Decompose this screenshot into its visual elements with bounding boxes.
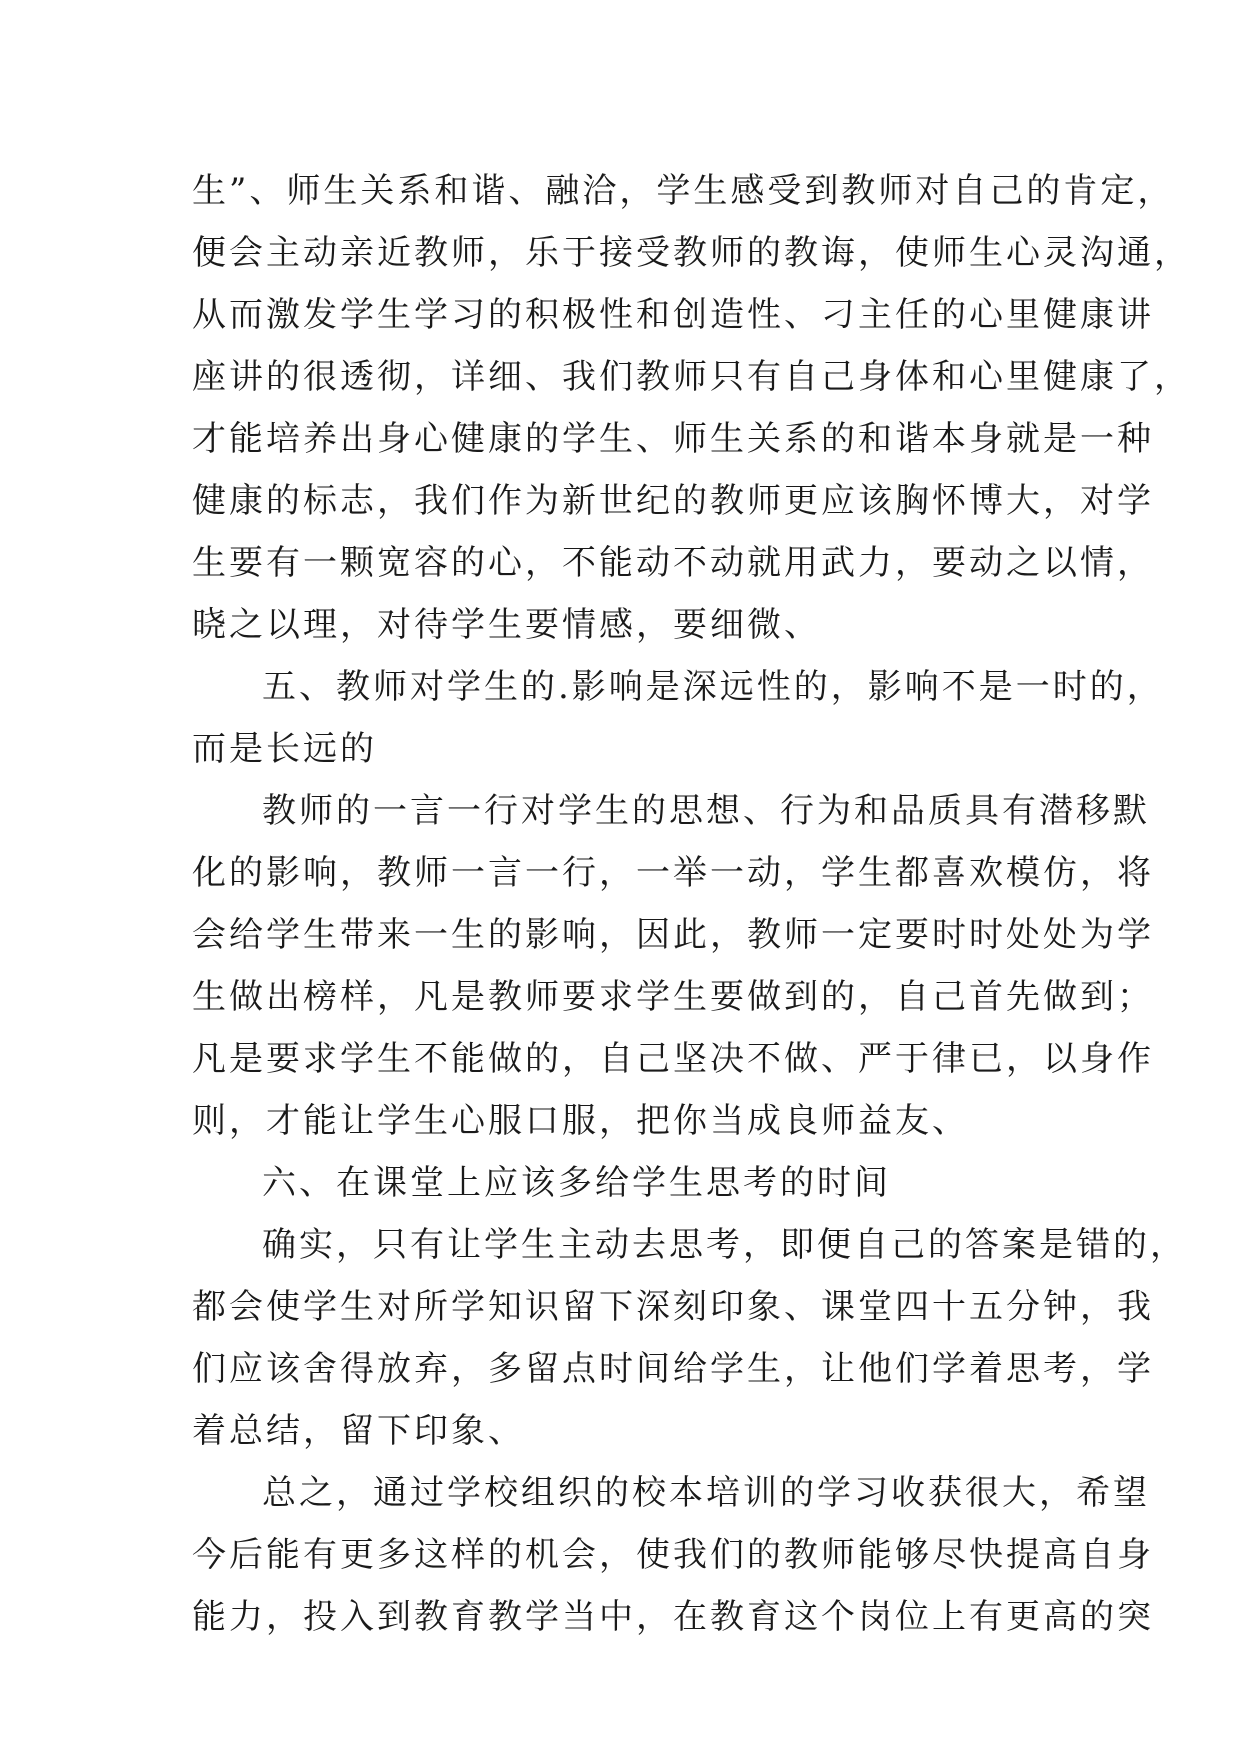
section-heading-5-cont: 而是长远的	[192, 729, 377, 769]
text-line: 便会主动亲近教师，乐于接受教师的教诲，使师生心灵沟通，	[192, 233, 1191, 273]
text-line: 晓之以理，对待学生要情感，要细微、	[192, 605, 821, 645]
text-line: 凡是要求学生不能做的，自己坚决不做、严于律已，以身作	[192, 1039, 1154, 1079]
text-line: 则，才能让学生心服口服，把你当成良师益友、	[192, 1101, 969, 1141]
text-line: 能力，投入到教育教学当中，在教育这个岗位上有更高的突	[192, 1597, 1154, 1637]
text-line: 着总结，留下印象、	[192, 1411, 525, 1451]
text-line: 才能培养出身心健康的学生、师生关系的和谐本身就是一种	[192, 419, 1154, 459]
text-line: 生做出榜样，凡是教师要求学生要做到的，自己首先做到；	[192, 977, 1154, 1017]
text-line: 从而激发学生学习的积极性和创造性、刁主任的心里健康讲	[192, 295, 1154, 335]
body-text	[192, 160, 1191, 1648]
text-line: 今后能有更多这样的机会，使我们的教师能够尽快提高自身	[192, 1535, 1154, 1575]
text-line: 都会使学生对所学知识留下深刻印象、课堂四十五分钟，我	[192, 1287, 1154, 1327]
text-line: 会给学生带来一生的影响，因此，教师一定要时时处处为学	[192, 915, 1154, 955]
text-line: 生”、师生关系和谐、融洽，学生感受到教师对自己的肯定，	[192, 171, 1175, 211]
text-line: 健康的标志，我们作为新世纪的教师更应该胸怀博大，对学	[192, 481, 1154, 521]
text-line: 们应该舍得放弃，多留点时间给学生，让他们学着思考，学	[192, 1349, 1154, 1389]
section-heading-5: 五、教师对学生的.影响是深远性的，影响不是一时的，	[262, 667, 1164, 707]
text-line: 生要有一颗宽容的心，不能动不动就用武力，要动之以情，	[192, 543, 1154, 583]
conclusion-paragraph-start: 总之，通过学校组织的校本培训的学习收获很大，希望	[262, 1473, 1150, 1513]
section-heading-6: 六、在课堂上应该多给学生思考的时间	[262, 1163, 891, 1203]
paragraph-start: 确实，只有让学生主动去思考，即便自己的答案是错的，	[262, 1225, 1187, 1265]
text-line: 化的影响，教师一言一行，一举一动，学生都喜欢模仿，将	[192, 853, 1154, 893]
text-line: 座讲的很透彻，详细、我们教师只有自己身体和心里健康了，	[192, 357, 1191, 397]
paragraph-start: 教师的一言一行对学生的思想、行为和品质具有潜移默	[262, 791, 1150, 831]
